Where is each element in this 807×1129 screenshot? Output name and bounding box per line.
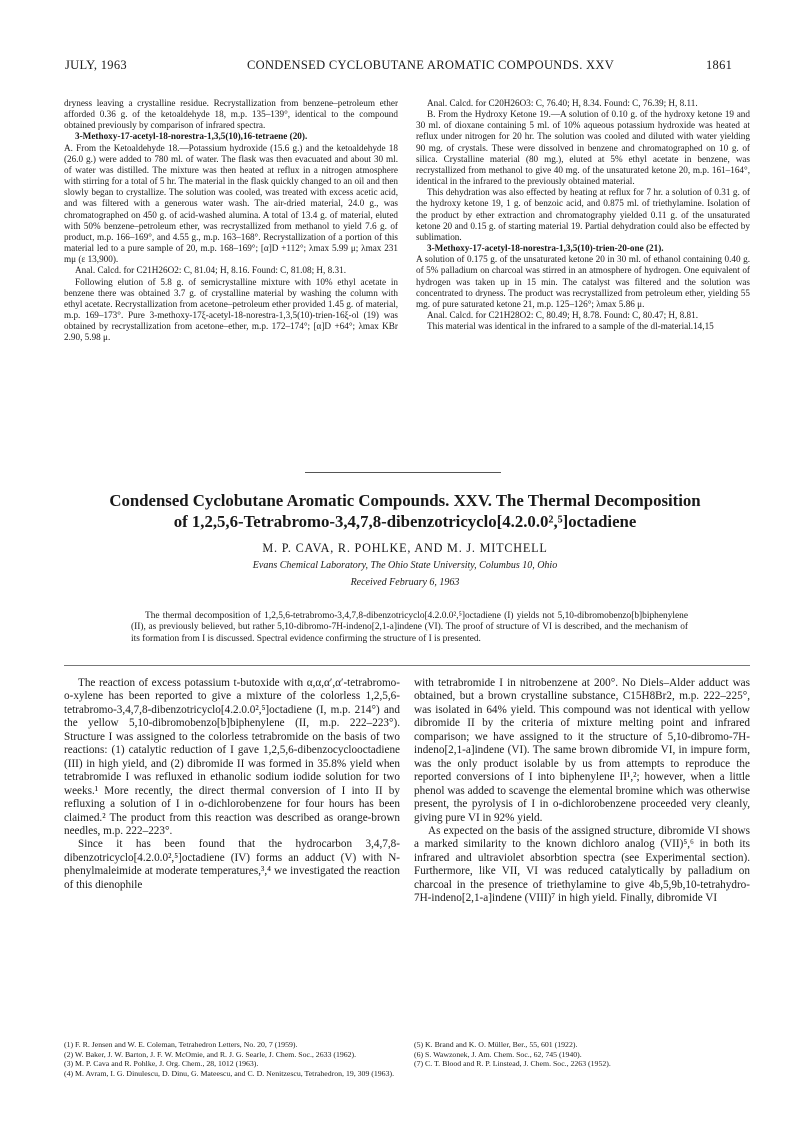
- footnote: (7) C. T. Blood and R. P. Linstead, J. Chem. Soc., 2263 (1952).: [414, 1059, 611, 1069]
- footnote: (1) F. R. Jensen and W. E. Coleman, Tetrahedron Letters, No. 20, 7 (1959).: [64, 1040, 298, 1049]
- paragraph: A solution of 0.175 g. of the unsaturated ketone 20 in 30 ml. of ethanol containing 0.40 g. of 5% palladium on charcoal was stirred in an atmosphere of hydrogen. One equivalent of hydrogen was taken up in 15 min. The catalyst was filtered and the solution was concentrated to dryness. The product was recrystallized from petroleum ether, yielding 55 mg. of pure saturated ketone 21, m.p. 125–126°; λmax 5.86 μ.: [416, 254, 750, 309]
- compound-heading: 3-Methoxy-17-acetyl-18-norestra-1,3,5(10)-trien-20-one (21).: [427, 243, 664, 254]
- body-right-column: [414, 677, 750, 906]
- footnote: (2) W. Baker, J. W. Barton, J. F. W. McOmie, and R. J. G. Searle, J. Chem. Soc., 2633 (1962).: [64, 1049, 357, 1059]
- analysis-line: Anal. Calcd. for C20H26O3: C, 76.40; H, 8.34. Found: C, 76.39; H, 8.11.: [427, 98, 698, 108]
- analysis-line: Anal. Calcd. for C21H28O2: C, 80.49; H, 8.78. Found: C, 80.47; H, 8.81.: [427, 309, 699, 320]
- article-title: [60, 490, 750, 532]
- paragraph: As expected on the basis of the assigned structure, dibromide VI shows a marked similarity to the known dichloro analog (VII)⁵,⁶ in both its infrared and ultraviolet absorbtion spectra (see Experimental section). Furthermore, like VII, VI was reduced catalytically by palladium on charcoal in the presence of triethylamine to give 4b,5,9b,10-tetrahydro-7H-indeno[2,1-a]indene (VIII)⁷ in high yield. Finally, dibromide VI: [414, 824, 750, 905]
- author-list: M. P. CAVA, R. POHLKE, AND M. J. MITCHELL: [262, 541, 548, 555]
- footnote: (5) K. Brand and K. O. Müller, Ber., 55, 601 (1922).: [414, 1040, 578, 1049]
- compound-heading: 3-Methoxy-17-acetyl-18-norestra-1,3,5(10),16-tetraene (20).: [75, 131, 308, 142]
- footnote: (4) M. Avram, I. G. Dinulescu, D. Dinu, G. Mateescu, and C. D. Nenitzescu, Tetrahedron, 19, 309 (1963).: [64, 1068, 395, 1078]
- paragraph: Since it has been found that the hydrocarbon 3,4,7,8-dibenzotricyclo[4.2.0.0²,⁵]octadiene (IV) forms an adduct (V) with N-phenylmaleimide at moderate temperatures,³,⁴ we investigated the reaction of this dienophile: [64, 838, 400, 891]
- article-title-line-2: of 1,2,5,6-Tetrabromo-3,4,7,8-dibenzotricyclo[4.2.0.0²,⁵]octadiene: [173, 512, 637, 531]
- running-header-title: CONDENSED CYCLOBUTANE AROMATIC COMPOUNDS. XXV: [247, 58, 615, 72]
- paragraph: The reaction of excess potassium t-butoxide with α,α,α′,α′-tetrabromo-o-xylene has been reported to give a mixture of the colorless 1,2,5,6-tetrabromo-3,4,7,8-dibenzotricyclo[4.2.0.0²,⁵]octadiene (I, m.p. 214°) and the yellow 5,10-dibromobenzo[b]biphenylene (II, m.p. 222–223°). Structure I was assigned to the colorless tetrabromide on the basis of two reactions: (1) catalytic reduction of I gave 1,2,5,6-dibenzocyclooctadiene (III) in high yield, and (2) dibromide II was formed in 35.8% yield when tetrabromide I was refluxed in ethanolic sodium iodide solution for two weeks.¹ More recently, the direct thermal conversion of I into II by refluxing a solution of I in o-dichlorobenzene for four hours has been claimed.² The product from this reaction was described as orange-brown needles, m.p. 222–223°.: [64, 677, 400, 837]
- running-header-date: JULY, 1963: [65, 58, 127, 72]
- abstract: The thermal decomposition of 1,2,5,6-tetrabromo-3,4,7,8-dibenzotricyclo[4.2.0.0²,⁵]octadiene (I) yields not 5,10-dibromobenzo[b]biphenylene (II), as previously believed, but rather 5,10-dibromo-7H-indeno[2,1-a]indene (VI). The proof of structure of VI is described, and the mechanism of its formation from I is discussed. Spectral evidence confirming the structure of I is presented.: [131, 611, 688, 644]
- paragraph: dryness leaving a crystalline residue. Recrystallization from benzene–petroleum ether afforded 0.36 g. of the ketoaldehyde 18, m.p. 135–139°, identical to the compound obtained previously by comparison of infrared spectra.: [64, 98, 398, 131]
- section-divider: [305, 472, 501, 473]
- abstract-divider: [64, 665, 750, 666]
- footnotes-right: [414, 1040, 750, 1069]
- article-title-line-1: Condensed Cyclobutane Aromatic Compounds. XXV. The Thermal Decomposition: [109, 491, 701, 510]
- footnote: (3) M. P. Cava and R. Pohlke, J. Org. Chem., 28, 1012 (1963).: [64, 1059, 259, 1069]
- paragraph: Following elution of 5.8 g. of semicrystalline mixture with 10% ethyl acetate in benzene there was obtained 3.7 g. of crystalline material by washing the column with ethyl acetate. Recrystallization from acetone–petroleum ether provided 1.45 g. of material, m.p. 169–173°. Pure 3-methoxy-17ξ-acetyl-18-norestra-1,3,5(10)-trien-16ξ-ol (19) was obtained by recrystallization from acetone–ether, m.p. 172–174°; [α]D +64°; λmax KBr 2.90, 5.98 μ.: [64, 276, 398, 343]
- experimental-right-column: [416, 98, 750, 332]
- paragraph: B. From the Hydroxy Ketone 19.—A solution of 0.10 g. of the hydroxy ketone 19 and 30 ml. of dioxane containing 5 ml. of 10% aqueous potassium hydroxide was heated at reflux under nitrogen for 20 hr. The solution was cooled and diluted with water yielding 90 mg. of crystals. These were dissolved in benzene and chromatographed on 10 g. of silica. Crystalline material (80 mg.), eluted at 5% ethyl acetate in benzene, was recrystallized from methanol to give 40 mg. of the unsaturated ketone 20, m.p. 161–164°, identical in the infrared to the previously obtained material.: [416, 109, 750, 187]
- received-date: Received February 6, 1963: [350, 577, 460, 588]
- paragraph: with tetrabromide I in nitrobenzene at 200°. No Diels–Alder adduct was obtained, but a brown crystalline substance, C15H8Br2, m.p. 222–225°, was isolated in 64% yield. This compound was not identical with yellow dibromide II by the criteria of mixture melting point and infrared comparison; we have assigned to it the structure of 5,10-dibromo-7H-indeno[2,1-a]indene (VI). The same brown dibromide VI, in impure form, was the only product isolable by us from attempts to reproduce the reported conversions of I into biphenylene II¹,²; however, when a little phenol was added to scavenge the elemental bromine which was otherwise present, the pyrolysis of I in o-dichlorobenzene proceeded very cleanly, giving pure VI in 92% yield.: [414, 677, 750, 824]
- footnote: (6) S. Wawzonek, J. Am. Chem. Soc., 62, 745 (1940).: [414, 1049, 582, 1059]
- footnotes-left: [64, 1040, 400, 1078]
- paragraph: This material was identical in the infrared to a sample of the dl-material.14,15: [427, 321, 714, 332]
- experimental-left-column: [64, 98, 398, 343]
- paragraph: This dehydration was also effected by heating at reflux for 7 hr. a solution of 0.31 g. of the hydroxy ketone 19, 1 g. of benzoic acid, and 0.875 ml. of triethylamine. Isolation of the product by ether extraction and chromatography yielded 0.11 g. of the unsaturated ketone 20 and 0.15 g. of starting material 19. Partial dehydration could also be effected by sublimation.: [416, 187, 750, 242]
- paragraph: A. From the Ketoaldehyde 18.—Potassium hydroxide (15.6 g.) and the ketoaldehyde 18 (26.0 g.) were added to 780 ml. of water. The flask was then evacuated and about 30 ml. of water was distilled. The mixture was then heated at reflux in a nitrogen atmosphere with stirring for a total of 5 hr. The material in the flask quickly changed to an oil and then slowly began to crystallize. The solution was cooled, was treated with excess acetic acid, and was filtered with a generous water wash. The air-dried material, 24.0 g., was chromatographed on 450 g. of acid-washed alumina. A total of 13.4 g. of material, eluted with 50% benzene–petroleum ether, was recrystallized from methanol to yield 7.6 g. of product, m.p. 166–169°, and 4.55 g., m.p. 163–168°. Recrystallization of a portion of this material led to a pure sample of 20, m.p. 168–169°; [α]D +112°; λmax 5.99 μ; λmax 231 mμ (ε 13,900).: [64, 142, 398, 265]
- affiliation: Evans Chemical Laboratory, The Ohio State University, Columbus 10, Ohio: [252, 560, 558, 571]
- page-number: 1861: [706, 58, 733, 72]
- body-left-column: [64, 677, 400, 892]
- analysis-line: Anal. Calcd. for C21H26O2: C, 81.04; H, 8.16. Found: C, 81.08; H, 8.31.: [75, 265, 347, 276]
